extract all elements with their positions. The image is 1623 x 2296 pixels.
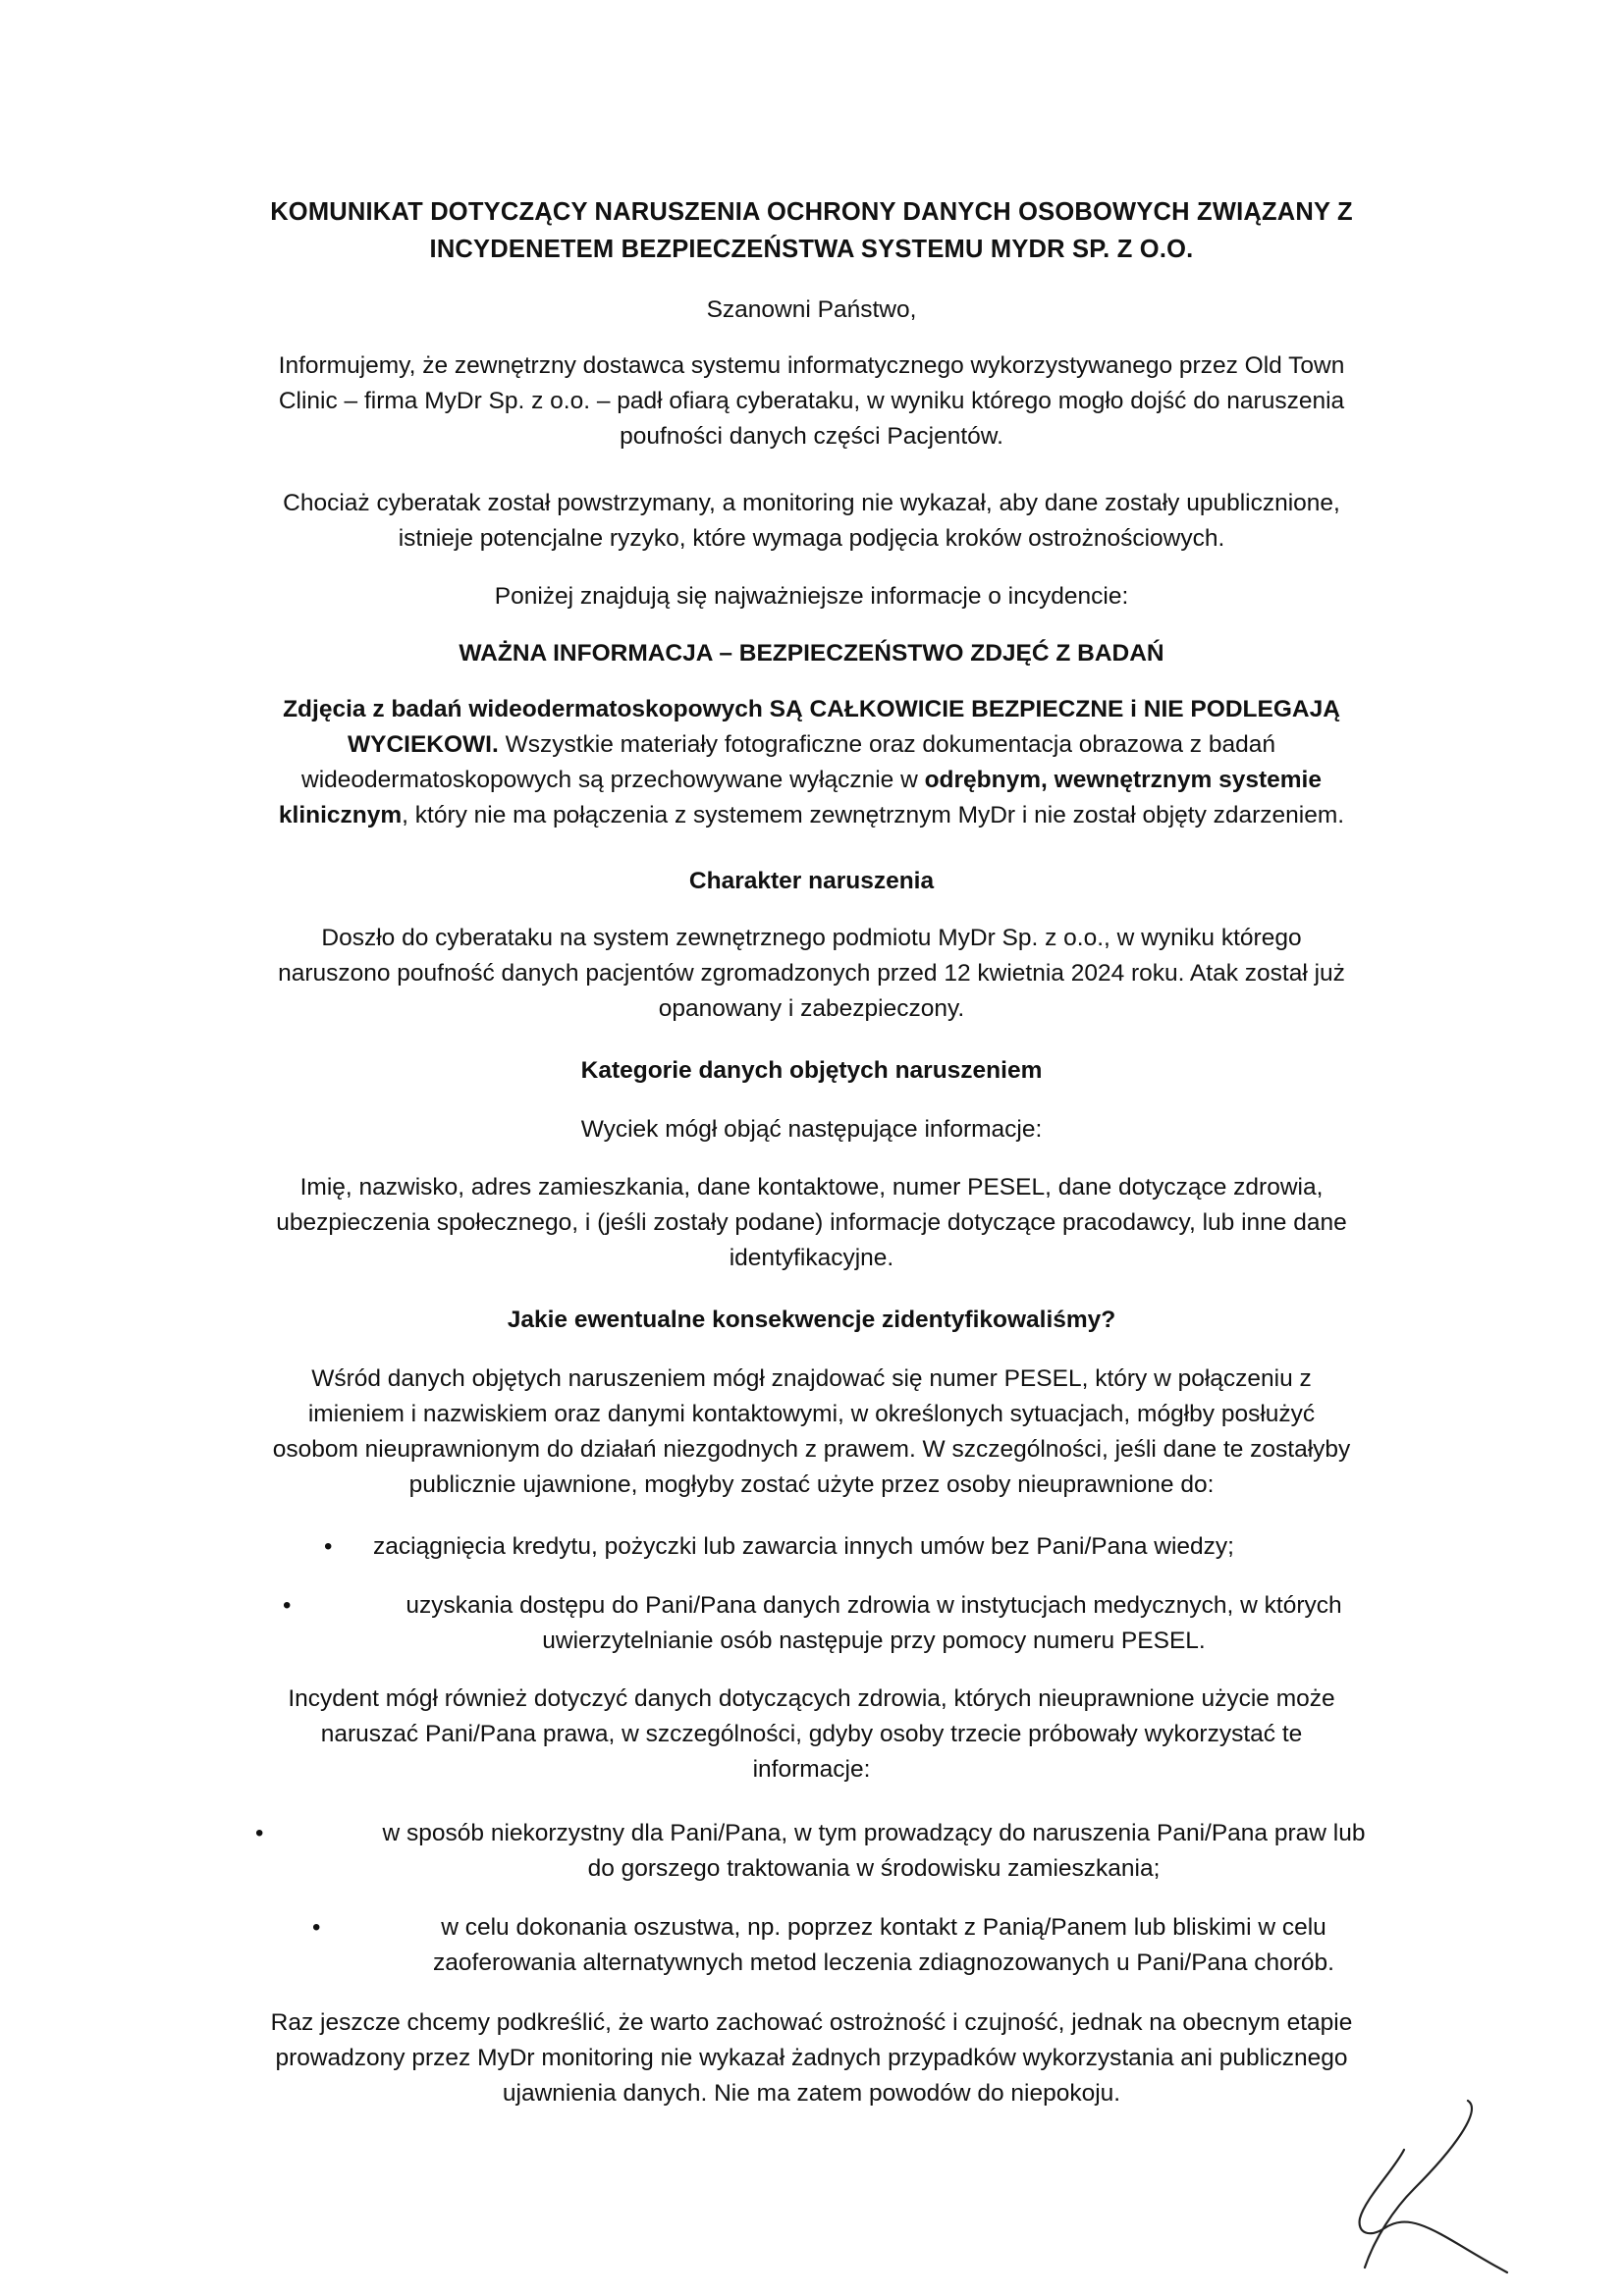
bullet-dot: • — [255, 1820, 264, 1846]
health-line: informacje: — [752, 1756, 871, 1783]
bullet-line: w sposób niekorzystny dla Pani/Pana, w tym prowadzący do naruszenia Pani/Pana praw lub — [382, 1820, 1366, 1846]
intro-line: Informujemy, że zewnętrzny dostawca systemu informatycznego wykorzystywanego przez Old Town — [278, 352, 1345, 379]
bullet-line: uwierzytelnianie osób następuje przy pomocy numeru PESEL. — [542, 1628, 1206, 1654]
categories-line: ubezpieczenia społecznego, i (jeśli zostały podane) informacje dotyczące pracodawcy, lub inne dane — [276, 1209, 1347, 1236]
risk-paragraph — [147, 486, 1476, 557]
nature-line: opanowany i zabezpieczony. — [658, 995, 965, 1022]
consequences-line: osobom nieuprawnionym do działań niezgodnych z prawem. W szczególności, jeśli dane te zostałyby — [272, 1436, 1351, 1463]
categories-line: identyfikacyjne. — [729, 1245, 894, 1271]
health-line: naruszać Pani/Pana prawa, w szczególności, gdyby osoby trzecie próbowały wykorzystać te — [320, 1721, 1303, 1747]
closing-line: prowadzony przez MyDr monitoring nie wykazał żadnych przypadków wykorzystania ani publicznego — [275, 2045, 1348, 2071]
bullet-dot: • — [312, 1914, 321, 1941]
closing-line: ujawnienia danych. Nie ma zatem powodów do niepokoju. — [502, 2080, 1121, 2107]
document-title — [147, 193, 1476, 268]
nature-paragraph — [147, 921, 1476, 1027]
photos-text: Wszystkie materiały fotograficzne oraz dokumentacja obrazowa z badań — [498, 731, 1275, 758]
photos-bold-text: WYCIEKOWI. — [348, 731, 499, 758]
photos-text: wideodermatoskopowych są przechowywane wyłącznie w — [301, 767, 925, 793]
categories-paragraph — [147, 1170, 1476, 1276]
consequences-paragraph — [147, 1362, 1476, 1503]
bullet-line: uzyskania dostępu do Pani/Pana danych zdrowia w instytucjach medycznych, w których — [406, 1592, 1342, 1619]
categories-intro: Wyciek mógł objąć następujące informacje: — [580, 1116, 1043, 1143]
bullet-line: zaoferowania alternatywnych metod leczenia zdiagnozowanych u Pani/Pana chorób. — [433, 1949, 1334, 1976]
intro-line: poufności danych części Pacjentów. — [620, 423, 1003, 450]
consequences-line: publicznie ujawnione, mogłyby zostać użyte przez osoby nieuprawnione do: — [408, 1471, 1215, 1498]
bullet-dot: • — [283, 1592, 292, 1619]
photos-bold-text: Zdjęcia z badań wideodermatoskopowych SĄ CAŁKOWICIE BEZPIECZNE i NIE PODLEGAJĄ — [283, 696, 1340, 722]
intro-paragraph — [147, 348, 1476, 454]
greeting: Szanowni Państwo, — [706, 296, 917, 323]
bullet-dot: • — [324, 1533, 333, 1560]
risk-line: istnieje potencjalne ryzyko, które wymaga podjęcia kroków ostrożnościowych. — [398, 525, 1225, 552]
health-line: Incydent mógł również dotyczyć danych dotyczących zdrowia, których nieuprawnione użycie może — [288, 1685, 1335, 1712]
nature-line: Doszło do cyberataku na system zewnętrznego podmiotu MyDr Sp. z o.o., w wyniku którego — [321, 925, 1302, 951]
closing-line: Raz jeszcze chcemy podkreślić, że warto zachować ostrożność i czujność, jednak na obecnym etapie — [270, 2009, 1353, 2036]
photos-text: , który nie ma połączenia z systemem zewnętrznym MyDr i nie został objęty zdarzeniem. — [402, 802, 1345, 828]
bullet-line: do gorszego traktowania w środowisku zamieszkania; — [587, 1855, 1161, 1882]
photos-bold-text: klinicznym — [278, 802, 403, 828]
consequences-heading: Jakie ewentualne konsekwencje zidentyfikowaliśmy? — [507, 1307, 1116, 1333]
nature-line: naruszono poufność danych pacjentów zgromadzonych przed 12 kwietnia 2024 roku. Atak został już — [278, 960, 1345, 987]
health-bullet-2 — [314, 1910, 1453, 1981]
categories-heading: Kategorie danych objętych naruszeniem — [580, 1057, 1043, 1084]
closing-paragraph — [147, 2005, 1476, 2111]
categories-line: Imię, nazwisko, adres zamieszkania, dane kontaktowe, numer PESEL, dane dotyczące zdrowia, — [299, 1174, 1324, 1201]
photos-bold-text: odrębnym, wewnętrznym systemie — [924, 767, 1322, 793]
info-intro: Poniżej znajdują się najważniejsze informacje o incydencie: — [494, 583, 1129, 610]
health-bullet-1 — [275, 1816, 1473, 1887]
photos-heading: WAŻNA INFORMACJA – BEZPIECZEŃSTWO ZDJĘĆ Z BADAŃ — [459, 640, 1164, 667]
consequences-line: Wśród danych objętych naruszeniem mógł znajdować się numer PESEL, który w połączeniu z — [311, 1365, 1312, 1392]
title-line-2: INCYDENETEM BEZPIECZEŃSTWA SYSTEMU MYDR SP. Z O.O. — [429, 236, 1194, 263]
consequence-bullet-1: zaciągnięcia kredytu, pożyczki lub zawarcia innych umów bez Pani/Pana wiedzy; — [373, 1533, 1234, 1560]
risk-line: Chociaż cyberatak został powstrzymany, a monitoring nie wykazał, aby dane zostały upublicznione, — [283, 490, 1340, 516]
nature-heading: Charakter naruszenia — [688, 868, 935, 894]
photos-paragraph — [147, 692, 1476, 833]
consequences-line: imieniem i nazwiskiem oraz danymi kontaktowymi, w określonych sytuacjach, mógłby posłużyć — [307, 1401, 1316, 1427]
bullet-line: w celu dokonania oszustwa, np. poprzez kontakt z Panią/Panem lub bliskimi w celu — [441, 1914, 1326, 1941]
title-line-1: KOMUNIKAT DOTYCZĄCY NARUSZENIA OCHRONY DANYCH OSOBOWYCH ZWIĄZANY Z — [270, 198, 1353, 226]
intro-line: Clinic – firma MyDr Sp. z o.o. – padł ofiarą cyberataku, w wyniku którego mogło dojść do naruszenia — [278, 388, 1345, 414]
consequence-bullet-2 — [295, 1588, 1453, 1659]
handwritten-signature — [1335, 2091, 1532, 2287]
health-paragraph — [147, 1682, 1476, 1788]
